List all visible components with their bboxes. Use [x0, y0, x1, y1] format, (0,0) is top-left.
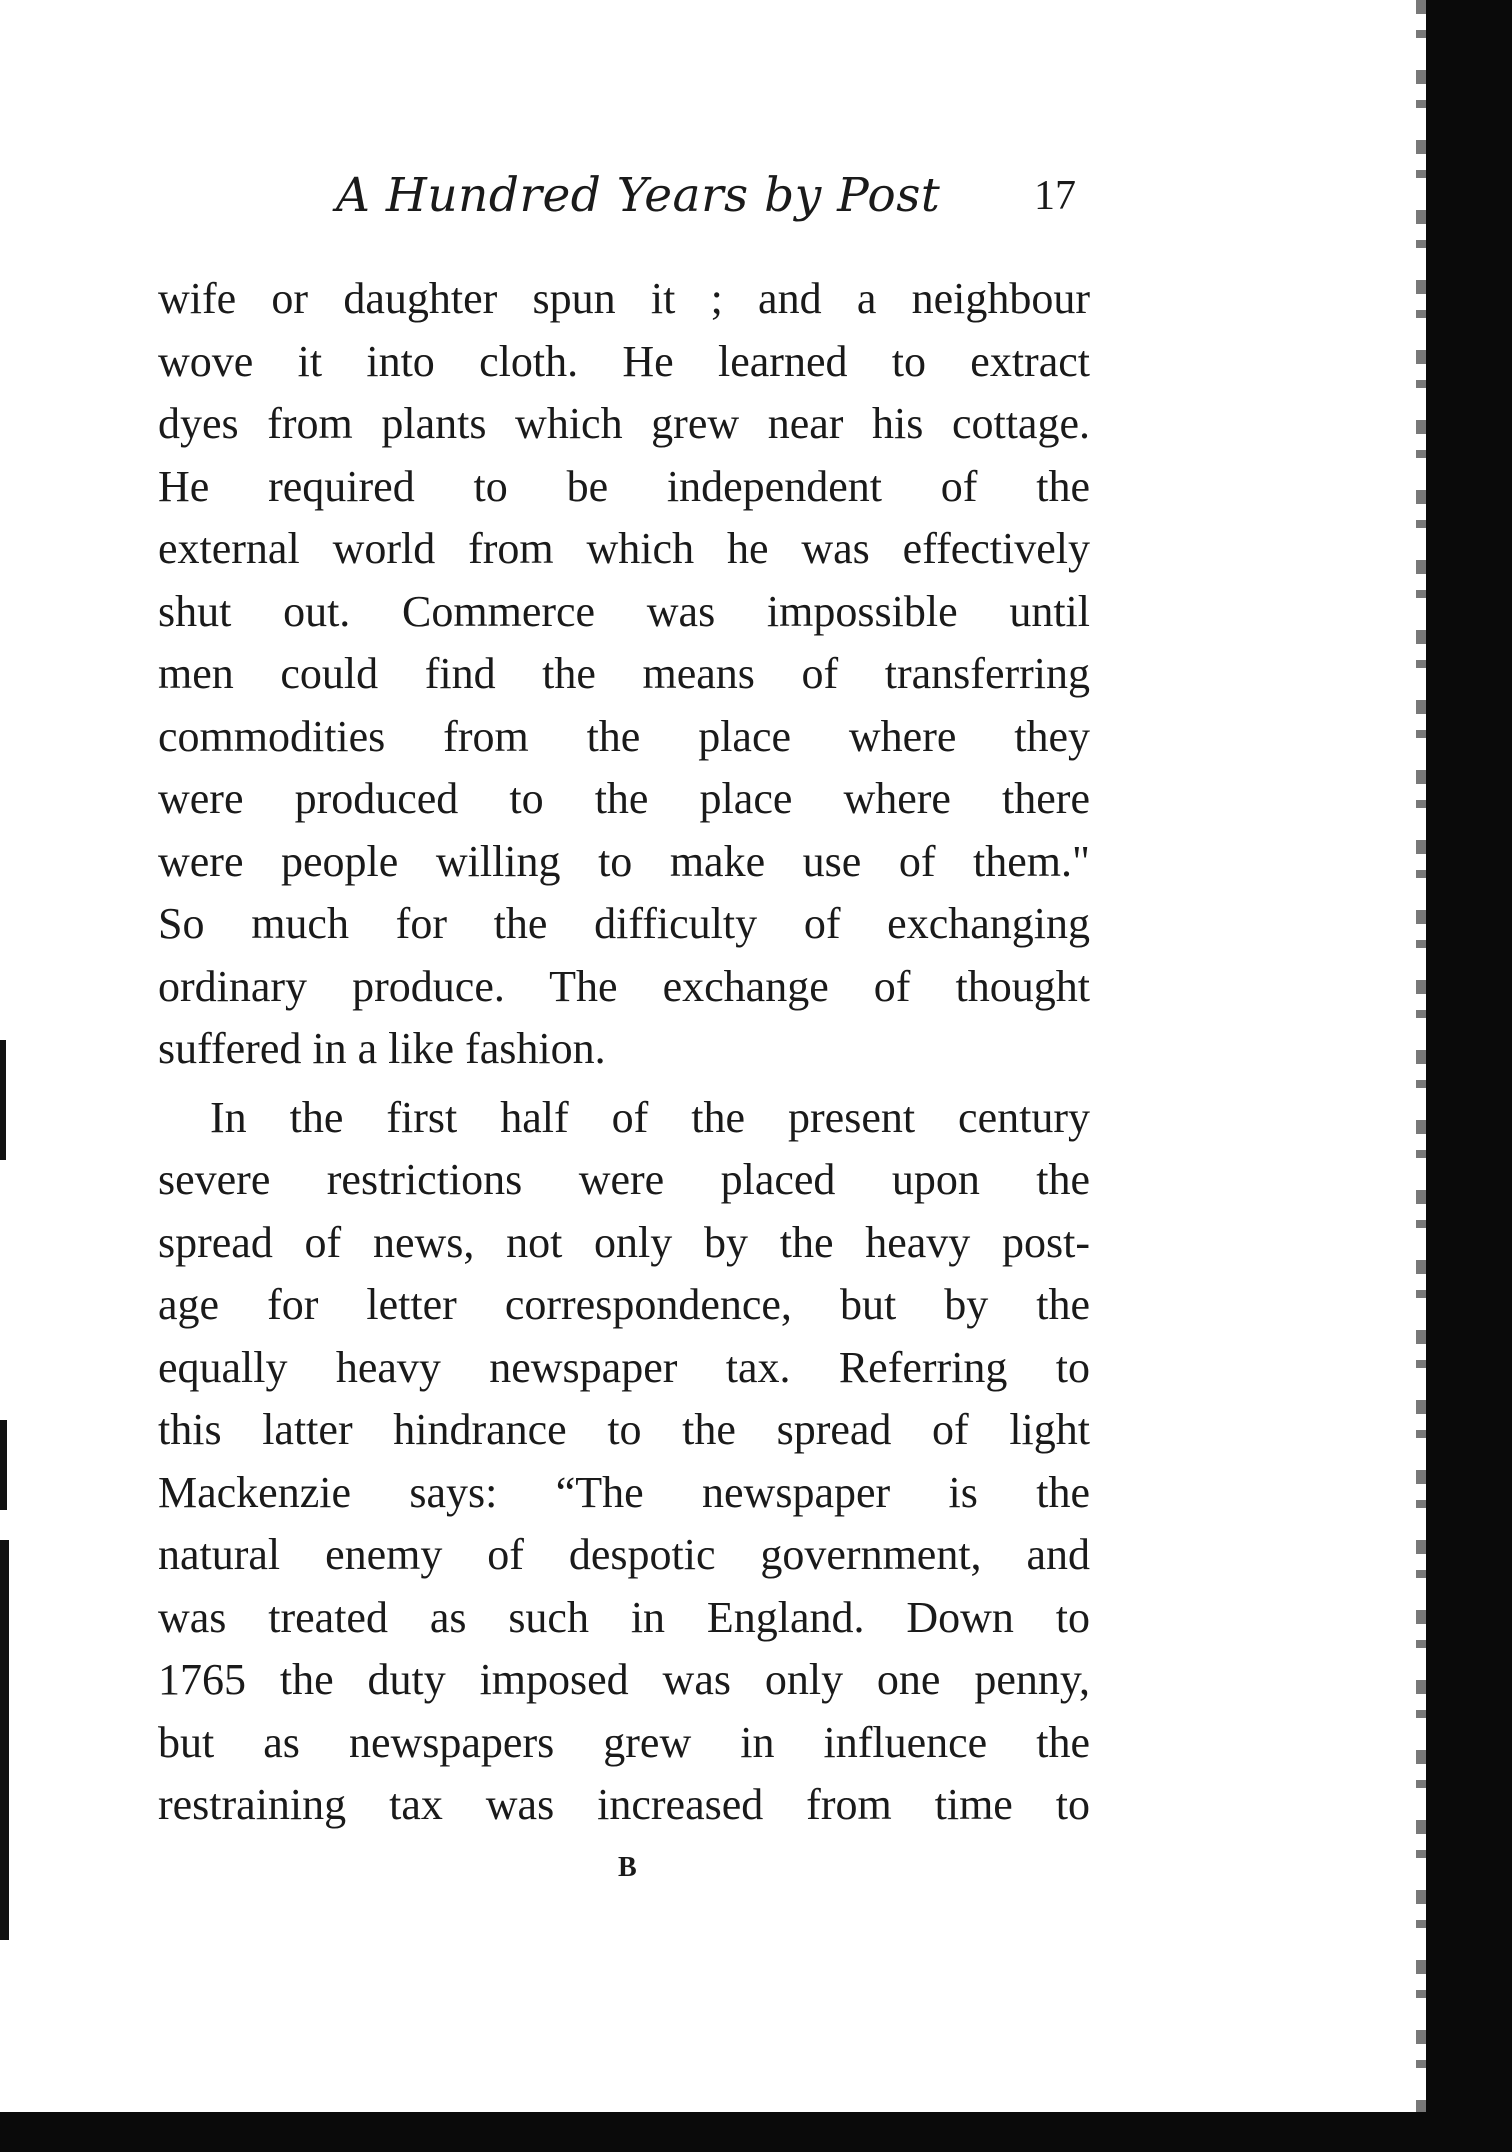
text-line: external world from which he was effectively: [158, 524, 1090, 573]
text-line: spread of news, not only by the heavy post-: [158, 1217, 1090, 1267]
text-line: Mackenzie says: “The newspaper is the: [158, 1467, 1090, 1517]
text-line: suffered in a like fashion.: [158, 1024, 606, 1073]
margin-mark: [0, 1420, 7, 1510]
text-line: wove it into cloth. He learned to extract: [158, 336, 1090, 386]
text-line: ordinary produce. The exchange of thought: [158, 961, 1090, 1011]
text-line: but as newspapers grew in influence the: [158, 1717, 1090, 1767]
text-line: 1765 the duty imposed was only one penny,: [158, 1655, 1090, 1704]
text-line: shut out. Commerce was impossible until: [158, 586, 1090, 636]
scan-edge-right: [1426, 0, 1512, 2152]
text-line: men could find the means of transferring: [158, 649, 1090, 698]
text-line: wife or daughter spun it ; and a neighbour: [158, 274, 1090, 323]
text-line: this latter hindrance to the spread of light: [158, 1405, 1090, 1454]
text-line: equally heavy newspaper tax. Referring to: [158, 1342, 1090, 1392]
text-line: severe restrictions were placed upon the: [158, 1155, 1090, 1204]
page-header: [336, 168, 1096, 238]
text-line: was treated as such in England. Down to: [158, 1592, 1090, 1642]
text-line: restraining tax was increased from time to: [158, 1780, 1090, 1829]
text-line: So much for the difficulty of exchanging: [158, 899, 1090, 948]
paragraph: [158, 268, 1090, 1081]
text-line: dyes from plants which grew near his cottage.: [158, 399, 1090, 448]
text-line: In the first half of the present century: [210, 1092, 1090, 1142]
page-number: 17: [1034, 173, 1076, 219]
running-head: A Hundred Years by Post: [336, 168, 941, 223]
margin-mark: [0, 1040, 6, 1160]
body-text: [158, 268, 1090, 1837]
signature-mark: B: [618, 1852, 637, 1883]
margin-mark: [0, 1540, 9, 1940]
text-line: natural enemy of despotic government, and: [158, 1530, 1090, 1579]
text-line: He required to be independent of the: [158, 461, 1090, 511]
paragraph: [158, 1087, 1090, 1837]
text-line: commodities from the place where they: [158, 711, 1090, 761]
scan-edge-bottom: [0, 2112, 1512, 2152]
text-line: were produced to the place where there: [158, 774, 1090, 823]
text-line: were people willing to make use of them.": [158, 836, 1090, 886]
text-line: age for letter correspondence, but by the: [158, 1280, 1090, 1329]
